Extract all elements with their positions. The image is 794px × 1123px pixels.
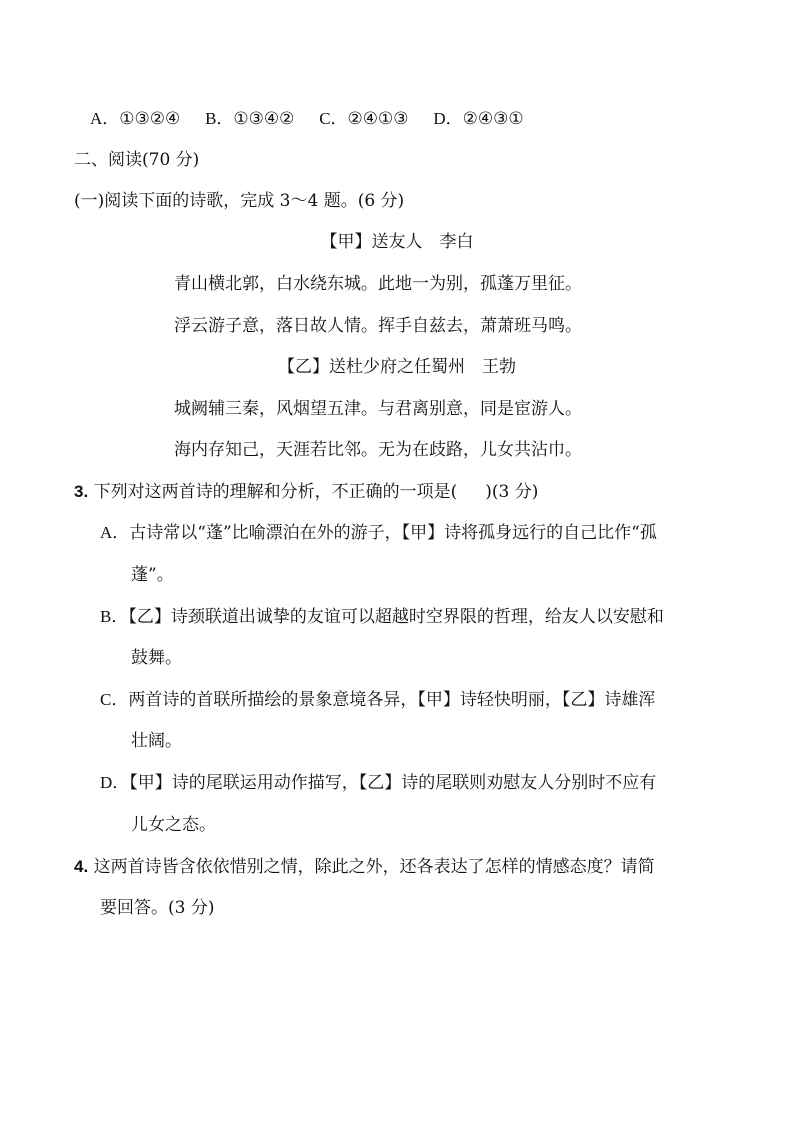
question-3-stem-text: 下列对这两首诗的理解和分析，不正确的一项是( [93, 482, 458, 502]
choice-letter-a: A． [90, 109, 120, 128]
q3-option-d-letter: D． [100, 773, 130, 792]
choice-letter-d: D． [433, 109, 463, 128]
section-sub-heading: (一)阅读下面的诗歌，完成 3～4 题。(6 分) [74, 191, 405, 211]
question-4-line-2: 要回答。(3 分) [100, 898, 215, 918]
poem-yi-line-1: 城阙辅三秦，风烟望五津。与君离别意，同是宦游人。 [174, 399, 582, 419]
q3-option-c-letter: C． [100, 690, 129, 709]
q3-option-c-line2: 壮阔。 [131, 731, 182, 751]
prev-question-choices [90, 107, 524, 131]
question-3-stem-points: )(3 分) [485, 482, 539, 502]
q3-option-a-line2: 蓬”。 [131, 565, 174, 585]
poem-jia-title: 【甲】送友人 李白 [320, 232, 474, 252]
poem-yi-line-2: 海内存知己，天涯若比邻。无为在歧路，儿女共沾巾。 [174, 440, 582, 460]
q3-option-b-line1 [100, 605, 664, 629]
choice-value-d: ②④③① [462, 109, 524, 129]
q3-option-a-line1 [100, 521, 657, 545]
q3-option-d-text: 【甲】诗的尾联运用动作描写，【乙】诗的尾联则劝慰友人分别时不应有 [129, 773, 657, 793]
section-heading: 二、阅读(70 分) [74, 150, 200, 170]
choice-letter-b: B． [205, 109, 234, 128]
poem-yi-title: 【乙】送杜少府之任蜀州 王勃 [278, 357, 516, 377]
question-3-stem [74, 480, 538, 504]
choice-letter-c: C． [319, 109, 348, 128]
q3-option-c-line1 [100, 688, 655, 712]
choice-value-c: ②④①③ [347, 109, 409, 129]
question-4-text: 这两首诗皆含依依惜别之情，除此之外，还各表达了怎样的情感态度？请简 [93, 857, 655, 877]
q3-option-a-letter: A． [100, 523, 130, 542]
poem-jia-line-1: 青山横北郭，白水绕东城。此地一为别，孤蓬万里征。 [174, 274, 582, 294]
poem-jia-line-2: 浮云游子意，落日故人情。挥手自兹去，萧萧班马鸣。 [174, 316, 582, 336]
question-4-line-1 [74, 855, 655, 879]
q3-option-d-line2: 儿女之态。 [131, 815, 216, 835]
q3-option-b-letter: B． [100, 607, 129, 626]
q3-option-b-text: 【乙】诗颈联道出诚挚的友谊可以超越时空界限的哲理，给友人以安慰和 [128, 607, 664, 627]
question-3-number: 3. [74, 482, 89, 501]
choice-value-b: ①③④② [233, 109, 295, 129]
q3-option-d-line1 [100, 771, 656, 795]
choice-value-a: ①③②④ [119, 109, 181, 129]
q3-option-b-line2: 鼓舞。 [131, 648, 182, 668]
q3-option-c-text: 两首诗的首联所描绘的景象意境各异，【甲】诗轻快明丽，【乙】诗雄浑 [128, 690, 656, 710]
question-4-number: 4. [74, 857, 89, 876]
q3-option-a-text: 古诗常以“蓬”比喻漂泊在外的游子，【甲】诗将孤身远行的自己比作“孤 [129, 523, 657, 543]
